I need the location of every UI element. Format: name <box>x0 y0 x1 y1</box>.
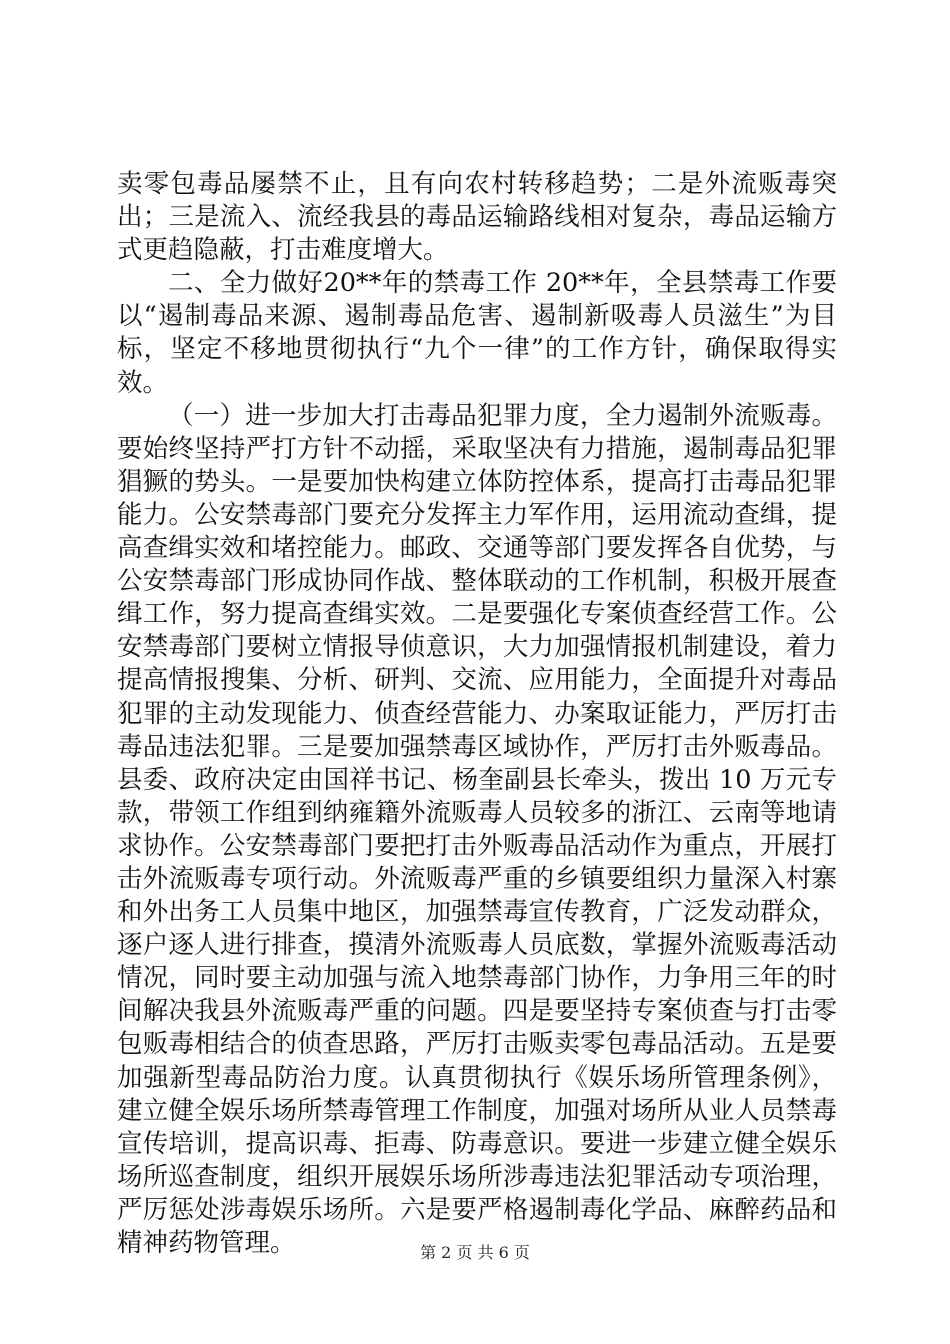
page-footer: 第 2 页 共 6 页 <box>420 1243 530 1262</box>
paragraph-2: 二、全力做好20**年的禁毒工作 20**年，全县禁毒工作要以“遏制毒品来源、遏制毒品危害、遏制新吸毒人员滋生”为目标，坚定不移地贯彻执行“九个一律”的工作方针，确保取得实效。 <box>117 268 837 398</box>
paragraph-1: 卖零包毒品屡禁不止，且有向农村转移趋势；二是外流贩毒突出；三是流入、流经我县的毒品运输路线相对复杂，毒品运输方式更趋隐蔽，打击难度增大。 <box>117 169 837 266</box>
document-body <box>117 168 837 1260</box>
paragraph-3: （一）进一步加大打击毒品犯罪力度，全力遏制外流贩毒。要始终坚持严打方针不动摇，采取坚决有力措施，遏制毒品犯罪猖獗的势头。一是要加快构建立体防控体系，提高打击毒品犯罪能力。公安禁毒部门要充分发挥主力军作用，运用流动查缉，提高查缉实效和堵控能力。邮政、交通等部门要发挥各自优势，与公安禁毒部门形成协同作战、整体联动的工作机制，积极开展查缉工作，努力提高查缉实效。二是要强化专案侦查经营工作。公安禁毒部门要树立情报导侦意识，大力加强情报机制建设，着力提高情报搜集、分析、研判、交流、应用能力，全面提升对毒品犯罪的主动发现能力、侦查经营能力、办案取证能力，严厉打击毒品违法犯罪。三是要加强禁毒区域协作，严厉打击外贩毒品。县委、政府决定由国祥书记、杨奎副县长牵头，拨出 10 万元专款，带领工作组到纳雍籍外流贩毒人员较多的浙江、云南等地请求协作。公安禁毒部门要把打击外贩毒品活动作为重点，开展打击外流贩毒专项行动。外流贩毒严重的乡镇要组织力量深入村寨和外出务工人员集中地区，加强禁毒宣传教育，广泛发动群众，逐户逐人进行排查，摸清外流贩毒人员底数，掌握外流贩毒活动情况，同时要主动加强与流入地禁毒部门协作，力争用三年的时间解决我县外流贩毒严重的问题。四是要坚持专案侦查与打击零包贩毒相结合的侦查思路，严厉打击贩卖零包毒品活动。五是要加强新型毒品防治力度。认真贯彻执行《娱乐场所管理条例》，建立健全娱乐场所禁毒管理工作制度，加强对场所从业人员禁毒宣传培训，提高识毒、拒毒、防毒意识。要进一步建立健全娱乐场所巡查制度，组织开展娱乐场所涉毒违法犯罪活动专项治理，严厉惩处涉毒娱乐场所。六是要严格遏制毒化学品、麻醉药品和精神药物管理。 <box>117 400 837 1258</box>
